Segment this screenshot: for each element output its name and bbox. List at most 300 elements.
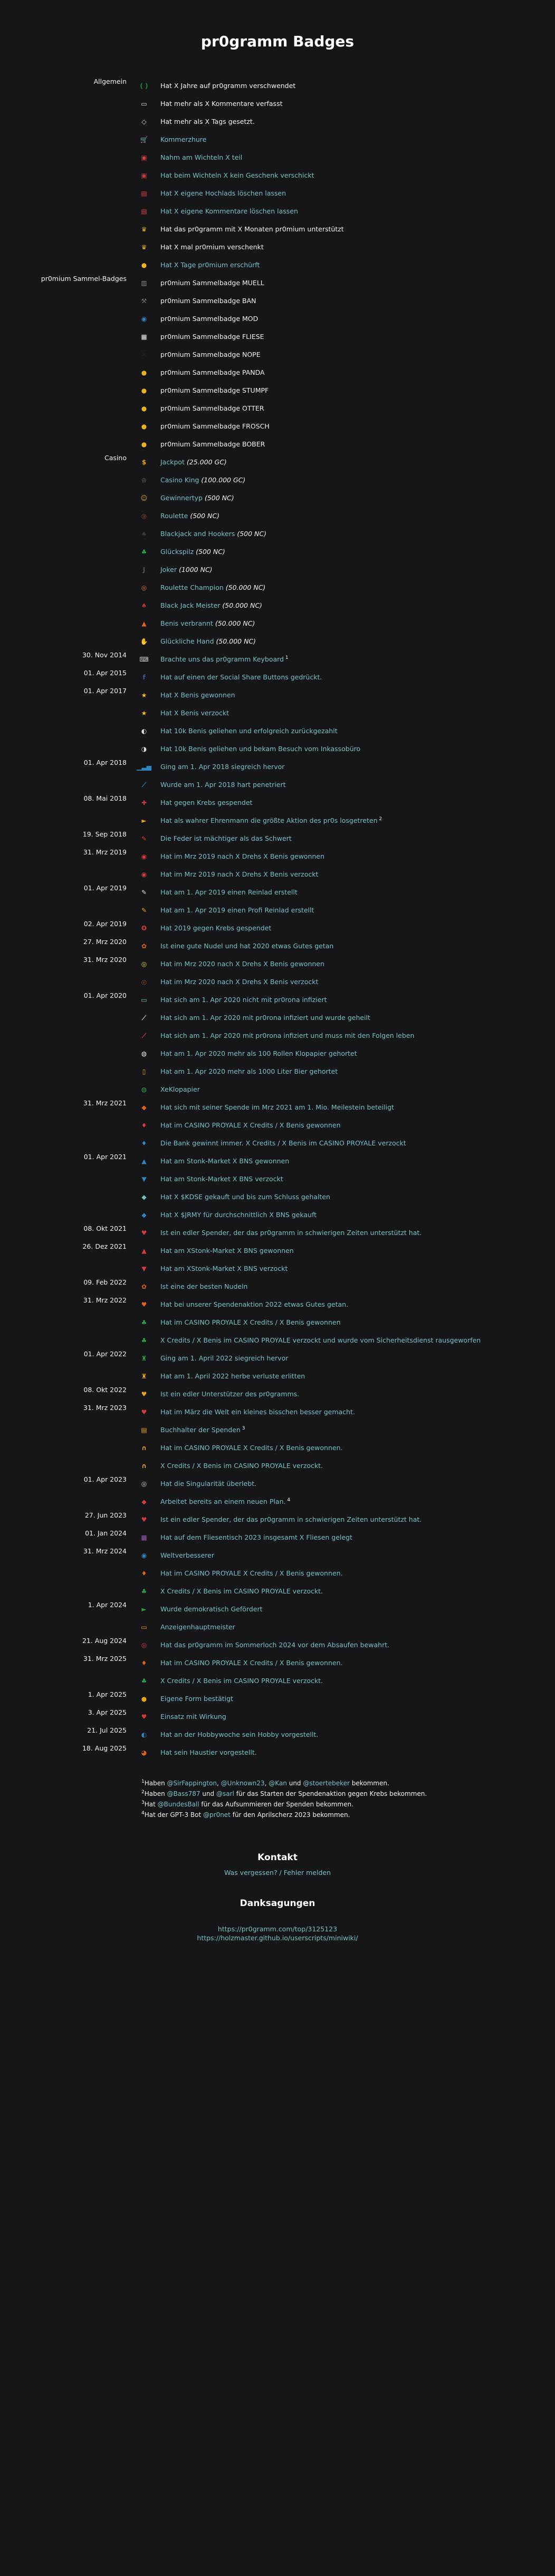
badge-text: Hat auf dem Fliesentisch 2023 insgesamt X Fliesen gelegt — [160, 1533, 352, 1541]
badge-category: 01. Jan 2024 — [85, 1529, 127, 1537]
badge-text: Gewinnertyp — [160, 494, 203, 502]
user-link[interactable]: @BundesBall — [157, 1801, 199, 1808]
world-better-icon: ♥ — [141, 1408, 147, 1416]
badge-row — [0, 525, 555, 543]
badge-text: Hat am 1. April 2022 herbe verluste erlitten — [160, 1372, 305, 1380]
badge-text: Ist ein edler Spender, der das pr0gramm in schwierigen Zeiten unterstützt hat. — [160, 1229, 422, 1237]
badge-label[interactable] — [160, 1564, 342, 1582]
badge-label[interactable] — [160, 561, 213, 579]
badge-cost: (50.000 NC) — [220, 601, 262, 609]
badge-label — [160, 346, 261, 364]
winner-icon: ☺ — [140, 494, 148, 502]
report-master-icon: ▭ — [141, 1624, 147, 1631]
badge-text: Hat am Stonk-Market X BNS gewonnen — [160, 1157, 290, 1165]
badge-category: 01. Apr 2015 — [83, 669, 127, 677]
casino-2025-win-icon: ♦ — [141, 1659, 147, 1667]
badge-label[interactable] — [160, 1403, 355, 1421]
badge-label[interactable] — [160, 453, 227, 471]
proyale-win-icon: ♦ — [141, 1122, 147, 1129]
badge-category: Casino — [104, 454, 127, 462]
badge-label[interactable] — [160, 1529, 352, 1547]
badge-label — [160, 95, 282, 113]
badge-category: 09. Feb 2022 — [83, 1278, 127, 1286]
badge-text: X Credits / X Benis im CASINO PROYALE verzockt und wurde vom Sicherheitsdienst rausgeworfen — [160, 1336, 481, 1344]
proyale-win-2022-icon: ♣ — [141, 1319, 147, 1326]
badge-label[interactable] — [160, 1045, 357, 1063]
footnote-number: 2 — [141, 1790, 145, 1795]
badge-label[interactable] — [160, 615, 255, 633]
badge-text: Hat im CASINO PROYALE X Credits / X Benis gewonnen. — [160, 1569, 343, 1577]
badge-row — [0, 167, 555, 184]
badge-text: Hat mehr als X Kommentare verfasst — [160, 100, 283, 108]
badge-row — [0, 812, 555, 830]
badge-text: Hat im CASINO PROYALE X Credits / X Benis gewonnen. — [160, 1659, 343, 1667]
badge-label[interactable] — [160, 973, 318, 991]
footnote-line: $^1$Haben @SirFappington, @Unknown23, @Kan und @stoertebeker bekommen. — [141, 1779, 389, 1787]
badge-label[interactable] — [160, 1421, 245, 1439]
badge-category: 01. Apr 2023 — [83, 1475, 127, 1483]
badge-label[interactable] — [160, 1654, 342, 1672]
badge-row — [0, 668, 555, 686]
badge-text: X Credits / X Benis im CASINO PROYALE verzockt. — [160, 1677, 323, 1685]
badge-label[interactable] — [160, 1134, 406, 1152]
badge-text: pr0mium Sammelbadge FLIESE — [160, 333, 264, 341]
badge-label[interactable] — [160, 597, 262, 615]
noble-donor-icon: ♥ — [141, 1229, 147, 1237]
comment-icon: ▭ — [141, 100, 147, 108]
badge-label[interactable] — [160, 1206, 317, 1224]
casino-2024-lose-icon: ♣ — [141, 1588, 147, 1595]
badge-row — [0, 991, 555, 1009]
pencil-icon: ✎ — [141, 889, 147, 896]
badge-label[interactable] — [160, 1224, 422, 1242]
badge-row — [0, 149, 555, 167]
badge-text: pr0mium Sammelbadge BAN — [160, 297, 256, 305]
badge-label[interactable] — [160, 543, 225, 561]
badge-row — [0, 1367, 555, 1385]
badge-cost: (50.000 NC) — [223, 584, 266, 591]
badge-row — [0, 704, 555, 722]
tag-icon: ◇ — [141, 118, 147, 125]
badge-label[interactable] — [160, 776, 286, 794]
badge-text: Hat 2019 gegen Krebs gespendet — [160, 924, 272, 932]
badge-list — [0, 77, 555, 1762]
badge-label — [160, 238, 264, 256]
badge-label[interactable] — [160, 650, 289, 668]
panda-icon: ● — [141, 369, 147, 376]
badge-label[interactable] — [160, 1314, 341, 1331]
badge-label[interactable] — [160, 848, 324, 866]
badge-row — [0, 1063, 555, 1081]
badge-label[interactable] — [160, 1385, 299, 1403]
new-plan-icon: ◆ — [141, 1498, 147, 1505]
badge-text: pr0mium Sammelbadge NOPE — [160, 351, 261, 358]
user-link[interactable]: @Bass787 — [167, 1790, 200, 1797]
footnote-ref: 4 — [285, 1497, 291, 1503]
badge-label[interactable] — [160, 1690, 233, 1708]
tile-icon: ▦ — [141, 333, 147, 341]
badge-label — [160, 328, 264, 346]
badge-category: 21. Jul 2025 — [87, 1726, 127, 1734]
badge-label — [160, 274, 264, 292]
loan-paid-icon: ◐ — [141, 727, 147, 735]
badge-text: Benis verbrannt — [160, 619, 213, 627]
badge-category: 08. Mai 2018 — [83, 794, 127, 802]
cancer-donation-icon: ✚ — [141, 799, 147, 806]
badge-label[interactable] — [160, 1493, 290, 1511]
badge-label[interactable] — [160, 131, 206, 149]
badge-category: 30. Nov 2014 — [82, 651, 127, 659]
badge-row — [0, 973, 555, 991]
milestone-icon: ◆ — [141, 1104, 147, 1111]
badge-row — [0, 1493, 555, 1511]
footnote-number: 1 — [141, 1779, 145, 1784]
badge-label[interactable] — [160, 830, 292, 848]
user-link[interactable]: @Unknown23 — [221, 1780, 265, 1787]
badge-text: Hat 10k Benis geliehen und bekam Besuch vom Inkassobüro — [160, 745, 361, 753]
badge-row — [0, 382, 555, 400]
badge-row — [0, 1654, 555, 1672]
badge-category: 18. Aug 2025 — [82, 1744, 127, 1752]
badge-row — [0, 937, 555, 955]
badge-label[interactable] — [160, 919, 271, 937]
badge-label[interactable] — [160, 184, 286, 202]
cart-icon: 🛒 — [140, 136, 148, 143]
badge-category: 31. Mrz 2020 — [83, 956, 127, 964]
badge-text: Hat im März die Welt ein kleines bisschen besser gemacht. — [160, 1408, 355, 1416]
badge-label[interactable] — [160, 1475, 256, 1493]
badge-row — [0, 758, 555, 776]
badge-label[interactable] — [160, 1349, 288, 1367]
badge-label — [160, 364, 265, 382]
badge-text: Hat im Mrz 2020 nach X Drehs X Benis gewonnen — [160, 960, 324, 968]
badge-label[interactable] — [160, 686, 235, 704]
badge-text: Ist ein edler Spender, der das pr0gramm in schwierigen Zeiten unterstützt hat. — [160, 1515, 422, 1523]
badge-label[interactable] — [160, 1547, 214, 1564]
thanks-link-2[interactable]: https://holzmaster.github.io/userscripts/miniwiki/ — [197, 1934, 358, 1942]
badge-row — [0, 866, 555, 883]
badge-row — [0, 1636, 555, 1654]
badge-row — [0, 1278, 555, 1296]
badge-text: pr0mium Sammelbadge FROSCH — [160, 422, 270, 430]
bank-icon: ♦ — [141, 1140, 147, 1147]
badge-row — [0, 131, 555, 149]
badge-row — [0, 489, 555, 507]
badge-label[interactable] — [160, 1242, 294, 1260]
badge-text: Die Bank gewinnt immer. X Credits / X Benis im CASINO PROYALE verzockt — [160, 1139, 406, 1147]
badge-text: Wurde demokratisch Gefördert — [160, 1605, 263, 1613]
badge-label[interactable] — [160, 1009, 370, 1027]
badge-label[interactable] — [160, 1618, 235, 1636]
badge-row — [0, 794, 555, 812]
badge-row — [0, 417, 555, 435]
badge-label[interactable] — [160, 1296, 348, 1314]
badge-category: 01. Apr 2018 — [83, 759, 127, 766]
wheel-win-icon: ◎ — [141, 960, 147, 968]
spin-win-icon: ◉ — [141, 853, 147, 860]
badge-text: Ist eine gute Nudel und hat 2020 etwas Gutes getan — [160, 942, 334, 950]
user-link[interactable]: @sarl — [216, 1790, 234, 1797]
badge-label[interactable] — [160, 1081, 200, 1099]
badge-row — [0, 1314, 555, 1331]
badge-label[interactable] — [160, 167, 314, 184]
crown-gift-icon: ♛ — [141, 244, 147, 251]
badge-category: 19. Sep 2018 — [82, 830, 127, 838]
footnote-ref: 3 — [240, 1425, 245, 1431]
badge-text: Jackpot — [160, 458, 185, 466]
spin-lose-icon: ◉ — [141, 871, 147, 878]
badge-label[interactable] — [160, 1439, 342, 1457]
badge-category: 3. Apr 2025 — [88, 1708, 127, 1716]
badge-row — [0, 1009, 555, 1027]
badge-text: Hat sich am 1. Apr 2020 mit pr0rona infiziert und wurde geheilt — [160, 1014, 370, 1022]
badge-cost: (50.000 NC) — [214, 637, 256, 645]
pro-pencil-icon: ✎ — [141, 907, 147, 914]
roulette-champion-icon: ◎ — [141, 584, 147, 591]
badge-label[interactable] — [160, 1600, 263, 1618]
mask-icon: ▭ — [141, 996, 147, 1004]
mod-globe-icon: ◉ — [141, 315, 147, 323]
gift-broken-icon: ▣ — [141, 172, 147, 179]
horseshoe-lose-icon: ∩ — [141, 1462, 147, 1470]
casino-2025-lose-icon: ♣ — [141, 1677, 147, 1685]
badge-text: Hat die Singularität überlebt. — [160, 1480, 257, 1488]
badge-label[interactable] — [160, 740, 360, 758]
debt-collector-icon: ◑ — [141, 745, 147, 753]
badge-label[interactable] — [160, 812, 382, 830]
badge-label[interactable] — [160, 1260, 288, 1278]
thanks-link-1[interactable]: https://pr0gramm.com/top/3125123 — [217, 1925, 338, 1933]
xstonk-win-icon: ▲ — [141, 1247, 147, 1255]
badge-label[interactable] — [160, 668, 322, 686]
toilet-paper-icon: ◍ — [141, 1050, 147, 1057]
badge-category: 08. Okt 2022 — [83, 1386, 127, 1394]
badge-row — [0, 1726, 555, 1744]
badge-cost: (25.000 GC) — [184, 458, 227, 466]
badge-text: Glückliche Hand — [160, 637, 214, 645]
badge-label — [160, 400, 264, 417]
victory-2022-icon: ♜ — [141, 1355, 147, 1362]
page-title: pr0gramm Badges — [200, 33, 355, 50]
best-noodle-icon: ✿ — [141, 1283, 147, 1290]
badge-text: Hat X mal pr0mium verschenkt — [160, 243, 264, 251]
badge-category: 01. Apr 2020 — [83, 991, 127, 999]
good-noodle-icon: ✿ — [141, 942, 147, 950]
user-link[interactable]: @Kan — [269, 1780, 287, 1787]
losses-2022-icon: ♜ — [141, 1373, 147, 1380]
frog-icon: ● — [141, 423, 147, 430]
trash-comment-icon: ▤ — [141, 208, 147, 215]
xe-paper-icon: ◍ — [141, 1086, 147, 1093]
badge-row — [0, 1618, 555, 1636]
badge-cost: (500 NC) — [188, 512, 219, 520]
badge-row — [0, 1600, 555, 1618]
badge-row — [0, 776, 555, 794]
badge-row — [0, 507, 555, 525]
badge-row — [0, 561, 555, 579]
badge-label[interactable] — [160, 1099, 394, 1116]
blackjack-icon: ♠ — [141, 530, 147, 538]
badge-label[interactable] — [160, 955, 324, 973]
badge-text: Hat bei unserer Spendenaktion 2022 etwas Gutes getan. — [160, 1300, 349, 1308]
badge-category: pr0mium Sammel-Badges — [41, 275, 127, 283]
xstonk-lose-icon: ▼ — [141, 1265, 147, 1272]
badge-label[interactable] — [160, 1152, 289, 1170]
badge-row — [0, 1152, 555, 1170]
badge-text: Hat auf einen der Social Share Buttons gedrückt. — [160, 673, 322, 681]
badge-label[interactable] — [160, 633, 256, 650]
badge-category: 27. Jun 2023 — [84, 1511, 127, 1519]
badge-row — [0, 1547, 555, 1564]
badge-text: Hat sich mit seiner Spende im Mrz 2021 am 1. Mio. Meilestein beteiligt — [160, 1103, 394, 1111]
badge-label[interactable] — [160, 1708, 226, 1726]
badge-label[interactable] — [160, 1331, 481, 1349]
badge-text: Hat im CASINO PROYALE X Credits / X Benis gewonnen — [160, 1121, 341, 1129]
badge-text: Roulette Champion — [160, 584, 224, 591]
singularity-icon: ◎ — [141, 1480, 147, 1488]
diamond-hands-icon: ◆ — [141, 1193, 147, 1201]
badge-label[interactable] — [160, 1457, 323, 1475]
badge-row — [0, 346, 555, 364]
badge-label[interactable] — [160, 1672, 323, 1690]
feather-icon: ✎ — [141, 835, 147, 842]
badge-text: Ging am 1. Apr 2018 siegreich hervor — [160, 763, 285, 771]
noble-donor-2023-icon: ♥ — [141, 1516, 147, 1523]
badge-row — [0, 1242, 555, 1260]
badge-label[interactable] — [160, 1582, 323, 1600]
stonk-down-icon: ▼ — [141, 1175, 147, 1183]
badge-text: Hat X eigene Kommentare löschen lassen — [160, 207, 298, 215]
user-link[interactable]: @SirFappington — [167, 1780, 217, 1787]
jrmy-icon: ◆ — [141, 1211, 147, 1219]
badge-text: pr0mium Sammelbadge STUMPF — [160, 386, 269, 394]
badge-row — [0, 202, 555, 220]
fire-icon: ▲ — [141, 620, 147, 627]
casino-king-icon: ♔ — [141, 477, 147, 484]
ribbon-icon: ʘ — [141, 925, 147, 932]
penetrated-icon: ⟋ — [141, 781, 147, 789]
badge-text: X Credits / X Benis im CASINO PROYALE verzockt. — [160, 1587, 323, 1595]
badge-row — [0, 848, 555, 866]
badge-label[interactable] — [160, 1063, 338, 1081]
badge-label — [160, 292, 256, 310]
badge-label[interactable] — [160, 991, 327, 1009]
badge-category: 27. Mrz 2020 — [83, 938, 127, 946]
badge-category: 31. Mrz 2019 — [83, 848, 127, 856]
badge-row — [0, 95, 555, 113]
badge-label[interactable] — [160, 1170, 283, 1188]
nope-icon: ✕ — [141, 351, 147, 358]
badge-text: Hat das pr0gramm im Sommerloch 2024 vor dem Absaufen bewahrt. — [160, 1641, 390, 1649]
badge-label[interactable] — [160, 202, 298, 220]
badge-category: 31. Mrz 2024 — [83, 1547, 127, 1555]
badge-text: pr0mium Sammelbadge MOD — [160, 315, 259, 323]
badge-label[interactable] — [160, 1027, 414, 1045]
badge-row — [0, 1475, 555, 1493]
badge-row — [0, 955, 555, 973]
badge-text: Ist ein edler Unterstützer des pr0gramms. — [160, 1390, 300, 1398]
badge-label — [160, 435, 265, 453]
badge-label[interactable] — [160, 1188, 330, 1206]
badge-text: Hat X Benis gewonnen — [160, 691, 235, 699]
badge-label[interactable] — [160, 1278, 247, 1296]
badge-row — [0, 184, 555, 202]
badge-category: 31. Mrz 2022 — [83, 1296, 127, 1304]
badge-row — [0, 1027, 555, 1045]
badge-row — [0, 633, 555, 650]
user-link[interactable]: @pr0net — [203, 1811, 231, 1819]
social-share-icon: f — [142, 674, 146, 681]
badge-row — [0, 1134, 555, 1152]
badge-row — [0, 1529, 555, 1547]
badge-label[interactable] — [160, 1636, 389, 1654]
badge-row — [0, 1188, 555, 1206]
badge-text: Hat am XStonk-Market X BNS gewonnen — [160, 1247, 294, 1255]
badge-label[interactable] — [160, 489, 234, 507]
trash-upload-icon: ▤ — [141, 190, 147, 197]
badge-text: Hat sich am 1. Apr 2020 nicht mit pr0rona infiziert — [160, 996, 327, 1004]
badge-label[interactable] — [160, 579, 265, 597]
badge-row — [0, 1349, 555, 1367]
badge-row — [0, 1206, 555, 1224]
badge-label[interactable] — [160, 149, 242, 167]
badge-label[interactable] — [160, 1511, 422, 1529]
badge-label[interactable] — [160, 525, 266, 543]
user-link[interactable]: @stoertebeker — [303, 1780, 350, 1787]
contact-link[interactable]: Was vergessen? / Fehler melden — [224, 1869, 331, 1877]
syringe-icon: ⟋ — [141, 1014, 147, 1022]
badge-text: Hat X Tage pr0mium erschürft — [160, 261, 260, 269]
badge-text: Hat im CASINO PROYALE X Credits / X Benis gewonnen. — [160, 1444, 343, 1452]
badge-label[interactable] — [160, 722, 338, 740]
badge-label[interactable] — [160, 937, 333, 955]
footnote-ref: 2 — [377, 816, 382, 822]
badge-row — [0, 1385, 555, 1403]
badge-row — [0, 543, 555, 561]
badge-label[interactable] — [160, 471, 245, 489]
badge-category: 01. Apr 2022 — [83, 1350, 127, 1358]
badge-text: Hat als wahrer Ehrenmann die größte Aktion des pr0s losgetreten — [160, 816, 378, 824]
badge-row — [0, 615, 555, 633]
badge-label[interactable] — [160, 883, 298, 901]
badge-row — [0, 722, 555, 740]
badge-category: 01. Apr 2017 — [83, 687, 127, 695]
badge-category: 1. Apr 2024 — [88, 1601, 127, 1609]
badge-label[interactable] — [160, 507, 219, 525]
badge-text: Hat am 1. Apr 2019 einen Reinlad erstellt — [160, 888, 298, 896]
badge-label[interactable] — [160, 866, 318, 883]
contact-title: Kontakt — [257, 1852, 298, 1863]
badge-label[interactable] — [160, 256, 260, 274]
badge-label[interactable] — [160, 1367, 305, 1385]
badge-label[interactable] — [160, 1726, 318, 1744]
blackjack-master-icon: ♠ — [141, 602, 147, 609]
badge-row — [0, 1690, 555, 1708]
badge-label[interactable] — [160, 758, 284, 776]
badge-label[interactable] — [160, 1744, 257, 1762]
badge-label[interactable] — [160, 1116, 341, 1134]
badge-label — [160, 113, 255, 131]
badge-label[interactable] — [160, 794, 252, 812]
badge-label[interactable] — [160, 704, 229, 722]
badge-row — [0, 256, 555, 274]
footnote-line: $^2$Haben @Bass787 und @sarl für das Starten der Spendenaktion gegen Krebs bekommen. — [141, 1790, 427, 1797]
badge-label[interactable] — [160, 901, 314, 919]
beer-icon: ▯ — [142, 1068, 146, 1075]
badge-cost: (500 NC) — [194, 548, 225, 556]
badge-row — [0, 1403, 555, 1421]
star-icon: ★ — [141, 692, 147, 699]
